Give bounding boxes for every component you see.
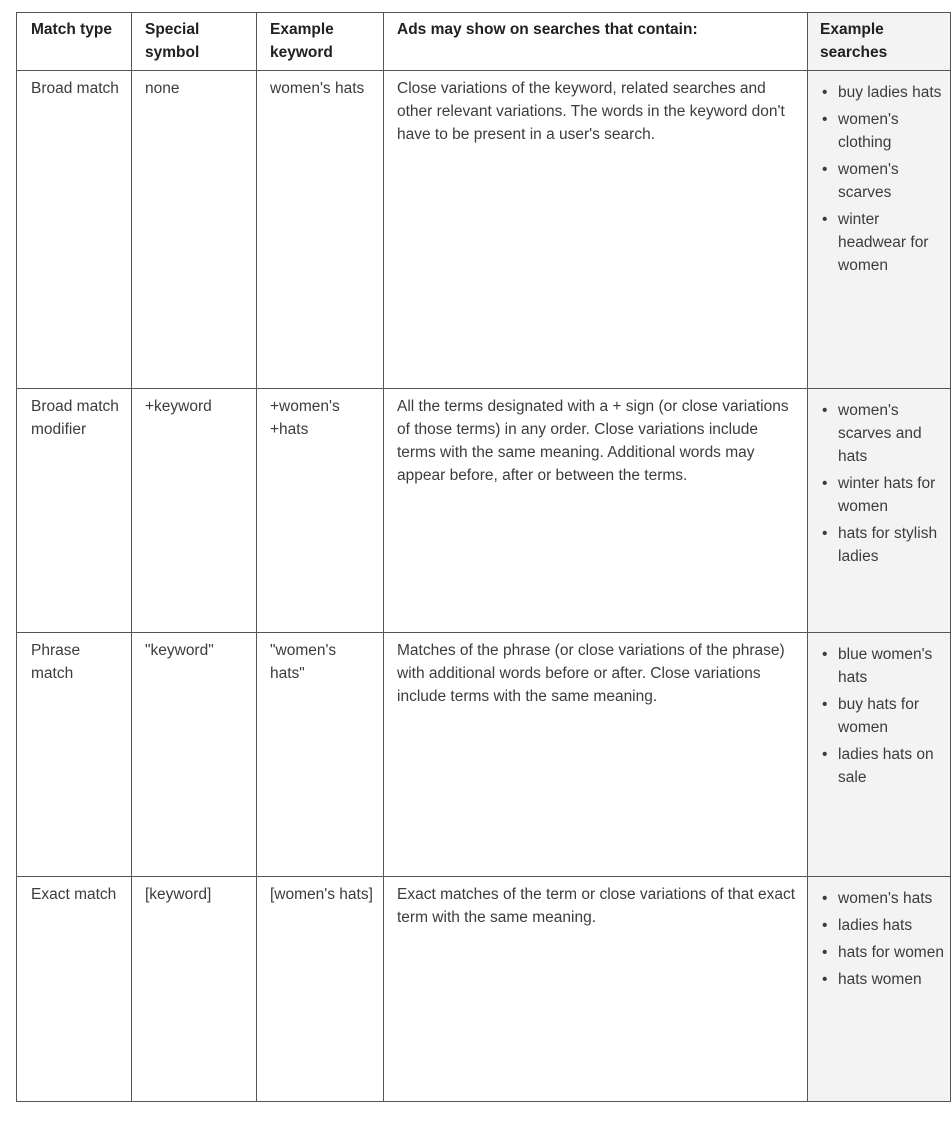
bullet-icon: • [822,696,828,713]
cell-special-symbol: "keyword" [132,633,257,877]
list-item [820,108,944,154]
header-example-searches: Example searches [808,13,951,71]
list-item [820,522,944,568]
list-item [820,208,944,277]
match-types-table [16,12,951,1102]
list-item [820,643,944,689]
cell-description: Close variations of the keyword, related searches and other relevant variations. The words in the keyword don't have to be present in a user's search. [384,71,808,389]
search-text: women's clothing [838,111,899,151]
cell-example-searches [808,71,951,389]
search-text: women's hats [838,890,933,907]
bullet-icon: • [822,525,828,542]
search-text: women's scarves and hats [838,402,922,465]
search-text: women's scarves [838,161,899,201]
cell-match-type: Broad match modifier [17,389,132,633]
cell-match-type: Phrase match [17,633,132,877]
match-types-table-container [16,12,944,1102]
example-searches-list [820,81,944,277]
cell-example-keyword: +women's +hats [257,389,384,633]
search-text: buy ladies hats [838,84,942,101]
example-searches-list [820,643,944,789]
search-text: winter headwear for women [838,211,929,274]
header-ads-show: Ads may show on searches that contain: [384,13,808,71]
bullet-icon: • [822,746,828,763]
cell-example-searches [808,633,951,877]
search-text: hats for women [838,944,944,961]
list-item [820,81,944,104]
bullet-icon: • [822,971,828,988]
table-row [17,877,951,1102]
search-text: buy hats for women [838,696,919,736]
cell-example-keyword: women's hats [257,71,384,389]
bullet-icon: • [822,646,828,663]
list-item [820,941,944,964]
cell-example-keyword: [women's hats] [257,877,384,1102]
list-item [820,399,944,468]
cell-special-symbol: none [132,71,257,389]
table-row [17,633,951,877]
list-item [820,968,944,991]
cell-description: Exact matches of the term or close variations of that exact term with the same meaning. [384,877,808,1102]
cell-description: Matches of the phrase (or close variations of the phrase) with additional words before or after. Close variations include terms with the same meaning. [384,633,808,877]
bullet-icon: • [822,84,828,101]
search-text: hats women [838,971,922,988]
list-item [820,472,944,518]
example-searches-list [820,399,944,568]
table-row [17,389,951,633]
cell-description: All the terms designated with a + sign (or close variations of those terms) in any order. Close variations include terms with the same meaning. Additional words may appear before, after or between the terms. [384,389,808,633]
list-item [820,887,944,910]
list-item [820,693,944,739]
bullet-icon: • [822,917,828,934]
list-item [820,158,944,204]
bullet-icon: • [822,111,828,128]
cell-example-keyword: "women's hats" [257,633,384,877]
header-special-symbol: Special symbol [132,13,257,71]
bullet-icon: • [822,402,828,419]
table-header-row [17,13,951,71]
bullet-icon: • [822,890,828,907]
search-text: blue women's hats [838,646,933,686]
example-searches-list [820,887,944,991]
list-item [820,743,944,789]
cell-match-type: Exact match [17,877,132,1102]
cell-special-symbol: +keyword [132,389,257,633]
search-text: ladies hats on sale [838,746,934,786]
header-match-type: Match type [17,13,132,71]
bullet-icon: • [822,161,828,178]
search-text: ladies hats [838,917,913,934]
header-example-keyword: Example keyword [257,13,384,71]
bullet-icon: • [822,211,828,228]
search-text: hats for stylish ladies [838,525,938,565]
table-row [17,71,951,389]
cell-example-searches [808,389,951,633]
bullet-icon: • [822,944,828,961]
cell-special-symbol: [keyword] [132,877,257,1102]
cell-example-searches [808,877,951,1102]
search-text: winter hats for women [838,475,936,515]
cell-match-type: Broad match [17,71,132,389]
bullet-icon: • [822,475,828,492]
list-item [820,914,944,937]
